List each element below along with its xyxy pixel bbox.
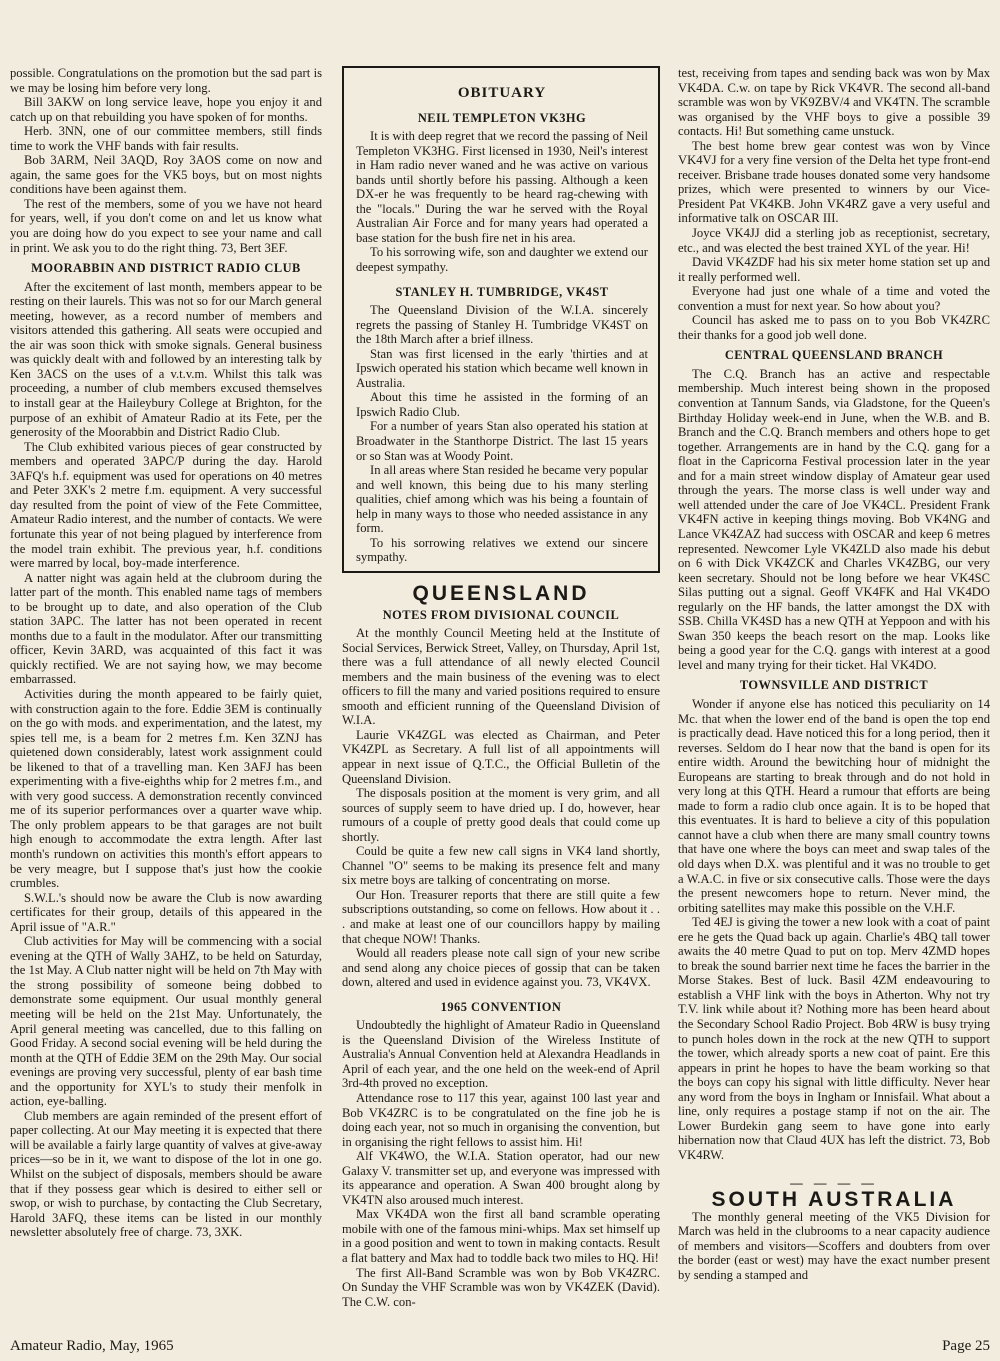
- column-left: [10, 66, 322, 1240]
- paragraph: Council has asked me to pass on to you Bob VK4ZRC their thanks for a good job well done.: [678, 313, 990, 342]
- paragraph: To his sorrowing wife, son and daughter we extend our deepest sympathy.: [356, 245, 648, 275]
- paragraph: For a number of years Stan also operated his station at Broadwater in the Stanthorpe District. The last 15 years or so Stan was at Woody Point.: [356, 419, 648, 463]
- paragraph: The best home brew gear contest was won by Vince VK4VJ for a very fine version of the Delta het type front-end receiver. Brisbane trade houses donated some very handsome prizes, which were presented to winners by our Vice-President Pat VK4KB. John VK4RZ gave a very useful and informative talk on OSCAR III.: [678, 138, 990, 226]
- publication-info: Amateur Radio, May, 1965: [10, 1338, 174, 1354]
- club-notes-continued: [10, 66, 322, 255]
- paragraph: In all areas where Stan resided he became very popular and well known, this being due to his many sterling qualities, chief among which was his being a fountain of help in many ways to those who needed assistance in any form.: [356, 463, 648, 536]
- notes-heading: NOTES FROM DIVISIONAL COUNCIL: [382, 607, 620, 622]
- paragraph: Herb. 3NN, one of our committee members, still finds time to work the VHF bands with fair results.: [10, 124, 322, 153]
- paragraph: Wonder if anyone else has noticed this peculiarity on 14 Mc. that when the lower end of the band is open the top end is practically dead. Have noticed this for a long period, then it reverses. Seldom do I hear now that the band is open for its entire width. Around the bewitching hour of midnight the Europeans are starting to break through and do not hold in very long at this QTH. Heard a rumour that efforts are being made to form a radio club once again. It is to be hoped that this eventuates. It is hard to believe a city of this population cannot have a club when there are many small country towns that have one where the boys can meet and swap tales of the old days when D.X. was plentiful and it was no trouble to get a W.A.C. in five or six consecutive calls. Those were the days the present newcomers hope to return. Never mind, the orbiting satellites may make this possible on the V.H.F.: [678, 696, 990, 915]
- paragraph: possible. Congratulations on the promotion but the sad part is we may be losing him before very long.: [10, 66, 322, 95]
- queensland-title: QUEENSLAND: [412, 581, 590, 605]
- moorabbin-article: [10, 280, 322, 1240]
- south-australia-title: SOUTH AUSTRALIA: [711, 1188, 957, 1212]
- paragraph: Activities during the month appeared to be fairly quiet, with construction again to the fore. Eddie 3EM is continually on the go with mods. and experimentation, and the latest, my spies tell me, is a beam for 2 metres f.m. Ken 3ZNJ has quietened down considerably, latest work assignment could be likened to that of a travelling man. Ken 3AFJ has been experimenting with a five-eighths whip for 2 metres f.m., and with very good success. A demonstration recently convinced me of its superior performances over a quarter wave whip. The only problem appears to be that garages are not built high enough to accommodate the extra length. After last month's rundown on activities this month's effort appears to be very meagre, but I suppose that's just how the cookie crumbles.: [10, 686, 322, 891]
- paragraph: Would all readers please note call sign of your new scribe and send along any choice pieces of gossip that can be taken down, altered and used in evidence against you. 73, VK4VX.: [342, 946, 660, 990]
- paragraph: Could be quite a few new call signs in VK4 land shortly, Channel "O" seems to be making its presence felt and many six metre boys are talking of concentrating on morse.: [342, 844, 660, 888]
- convention-heading: 1965 CONVENTION: [440, 999, 562, 1014]
- paragraph: Stan was first licensed in the early 'thirties and at Ipswich operated his station which became well known in Australia.: [356, 346, 648, 390]
- paragraph: The monthly general meeting of the VK5 Division for March was held in the clubrooms to a near capacity audience of members and visitors—Scoffers and doubters from over the border (east or west) may have the exact number present by sending a stamped and: [678, 1209, 990, 1282]
- paragraph: It is with deep regret that we record the passing of Neil Templeton VK3HG. First licensed in 1930, Neil's interest in Ham radio never waned and he was active on various bands until shortly before his passing. Although a keen DX-er he was frequently to be heard rag-chewing with the "locals." During the war he served with the Royal Australian Air Force and for many years had operated a base station for the bush fire net in his area.: [356, 129, 648, 245]
- paragraph: The first All-Band Scramble was won by Bob VK4ZRC. On Sunday the VHF Scramble was won by VK4ZEK (David). The C.W. con-: [342, 1265, 660, 1309]
- column-middle: [342, 66, 660, 1309]
- paragraph: Everyone had just one whale of a time and voted the convention a must for next year. So how about you?: [678, 284, 990, 313]
- paragraph: After the excitement of last month, members appear to be resting on their laurels. This was not so for our March general meeting, however, as a record number of members and visitors attended this gathering. All seats were occupied and the air was soon thick with smoke signals. General business was quickly dealt with and followed by an interesting talk by Ken 3ACS on the uses of a v.t.v.m. Whilst this talk was proceeding, a number of club members excused themselves to install gear at the Haileybury College at Brighton, for the purpose of an exhibit of Amateur Radio at its Fete, per the generosity of the Moorabbin and District Radio Club.: [10, 279, 322, 440]
- paragraph: The disposals position at the moment is very grim, and all sources of supply seem to have dried up. I do, however, hear rumours of a couple of pretty good deals that could come up shortly.: [342, 786, 660, 844]
- paragraph: Max VK4DA won the first all band scramble operating mobile with one of the famous mini-whips. Max set himself up in a good position and went to town in making contacts. Result a flat battery and Max had to toddle back two miles to HQ. Hi!: [342, 1207, 660, 1266]
- paragraph: Undoubtedly the highlight of Amateur Radio in Queensland is the Queensland Division of the Wireless Institute of Australia's Annual Convention held at Alexandra Headlands in April of each year, and the one held on the week-end of April 3rd-4th proved no exception.: [342, 1018, 660, 1091]
- paragraph: A natter night was again held at the clubroom during the latter part of the month. This enabled name tags of members to be brought up to date, and also operation of the Club station 3APC. The latter has not been operated in recent months due to a fault in the modulator. After our transmitting officer, Kevin 3ARD, was acquainted of this fact it was quickly rectified. We are not saying how, we may become embarrassed.: [10, 570, 322, 687]
- paragraph: At the monthly Council Meeting held at the Institute of Social Services, Berwick Street, Valley, on Thursday, April 1st, there was a full attendance of all newly elected Council members and the main business of the evening was to elect officers to fill the many and varied positions required to ensure smooth and efficient running of the Queensland Division of W.I.A.: [342, 626, 660, 728]
- paragraph: To his sorrowing relatives we extend our sincere sympathy.: [356, 535, 648, 565]
- stanley-heading: STANLEY H. TUMBRIDGE, VK4ST: [395, 284, 609, 299]
- paragraph: The Queensland Division of the W.I.A. sincerely regrets the passing of Stanley H. Tumbridge VK4ST on the 18th March after a brief illness.: [356, 303, 648, 347]
- paragraph: About this time he assisted in the forming of an Ipswich Radio Club.: [356, 390, 648, 419]
- paragraph: The rest of the members, some of you we have not heard for years, well, if you don't come on and let us know what you are doing how do you expect to see your name and call in print. We ask you to do the right thing. 73, Bert 3EF.: [10, 196, 322, 255]
- townsville-heading: TOWNSVILLE AND DISTRICT: [739, 678, 929, 693]
- central-queensland-heading: CENTRAL QUEENSLAND BRANCH: [724, 348, 944, 363]
- paragraph: The Club exhibited various pieces of gear constructed by members and operated 3APC/P during the day. Harold 3AFQ's h.f. equipment was used for operations on 40 metres and Peter 3XK's 2 metre f.m. equipment. A very successful day resulted from the point of view of the Fete Committee, Amateur Radio interest, and the number of contacts. We were fortunate this year of not being plagued by interference from the model train exhibit. The previous year, h.f. conditions were marred by local, boy-made interference.: [10, 439, 322, 571]
- obituary-box: [342, 66, 660, 573]
- obituary-title: OBITUARY: [457, 85, 547, 101]
- paragraph: Attendance rose to 117 this year, against 100 last year and Bob VK4ZRC is to be congratulated on the fine job he is doing each year, not so much in organising the convention, but in organising the right fellows to assist him. Hi!: [342, 1091, 660, 1149]
- paragraph: The C.Q. Branch has an active and respectable membership. Much interest being shown in the proposed convention at Tannum Sands, via Gladstone, for the Queen's Birthday Holiday week-end in June, when the W.B. and B. Branch and the C.Q. Branch members and others hope to get together. Arrangements are in hand by the C.Q. gang for a float in the Capricorna Festival procession later in the year and for a main street window display of Amateur gear used through the years. The morse class is well under way and well attended under the care of Joe VK4CL. President Frank VK4FN active in keeping things moving. Bob VK4NG and Lance VK4ZAZ had success with OSCAR and keep 6 metres represented. Newcomer Lyle VK4ZLD also made his debut on 6 with Dick VK4ZCK and Charles VK4ZBG, our very keen secretary. Should not be long before we hear VK4SC Silas putting out a signal. Geoff VK4FK and Hal VK4DO regularly on the HF bands, the latter amongst the DX with SSB. Chilla VK4SD has a new QTH at Yeppoon and with his Swan 350 keeps the beach resort on the map. Looks like being a good year for the C.Q. gangs with interest at a good level and many trying for their ticket. Hal VK4DO.: [678, 366, 990, 672]
- paragraph: Laurie VK4ZGL was elected as Chairman, and Peter VK4ZPL as Secretary. A full list of all appointments will appear in next issue of Q.T.C., the Official Bulletin of the Queensland Division.: [342, 727, 660, 786]
- neil-heading: NEIL TEMPLETON VK3HG: [417, 110, 587, 125]
- paragraph: Bob 3ARM, Neil 3AQD, Roy 3AOS come on now and again, the same goes for the VK5 boys, but on most nights conditions have been against them.: [10, 153, 322, 197]
- paragraph: David VK4ZDF had his six meter home station set up and it really performed well.: [678, 255, 990, 284]
- paragraph: Our Hon. Treasurer reports that there are still quite a few subscriptions outstanding, so come on fellows. How about it . . . and make at least one of our councillors happy by mailing that cheque NOW! Thanks.: [342, 887, 660, 946]
- paragraph: Ted 4EJ is giving the tower a new look with a coat of paint ere he gets the Quad back up again. Charlie's 4BQ tall tower awaits the 40 metre Quad to put on top. Merv 4ZMD hopes to break the sound barrier next time he faces the barrier in the Morse Stakes. Best of luck. Basil 4ZM endeavouring to establish a VHF link with the boys in Atherton. Why not try T.V. link while about it? Nothing more has been heard about the Secondary School Radio Project. Bob 4RW is busy trying to punch holes down in the rock at the new QTH to support the tower, which already sports a new coat of paint. Ere this appears in print he hopes to have the beam working so that the boys can copy his signal with little difficulty. Never hear any word from the boys in Ingham or Innisfail. What about a line, only requires a postage stamp if not on the air. The Lower Burdekin gang seem to have gone into early hibernation now that Claud 4UX has left the district. 73, Bob VK4RW.: [678, 915, 990, 1162]
- section-divider: — — — —: [790, 1176, 878, 1191]
- paragraph: Club members are again reminded of the present effort of paper collecting. At our May meeting it is expected that there will be available a fairly large quantity of valves at give-away prices—so be in it, we want to dispose of the lot in one go. Whilst on the subject of disposals, members should be aware that if they possess gear which is desired to either sell or swop, or wish to purchase, by contacting the Club Secretary, Harold 3AFQ, these items can be listed in our monthly newsletter absolutely free of charge. 73, 3XK.: [10, 1108, 322, 1240]
- column-right: [678, 66, 990, 1282]
- paragraph: test, receiving from tapes and sending back was won by Max VK4DA. C.w. on tape by Rick VK4VR. The second all-band scramble was won by VK9ZBV/4 and VK4TN. The scramble was organised by the VHF boys to give a possible 39 contacts. Hi! But something came unstuck.: [678, 66, 990, 139]
- page-number: Page 25: [942, 1338, 990, 1354]
- paragraph: Joyce VK4JJ did a sterling job as receptionist, secretary, etc., and was elected the best trained XYL of the year. Hi!: [678, 226, 990, 255]
- paragraph: Alf VK4WO, the W.I.A. Station operator, had our new Galaxy V. transmitter set up, and everyone was impressed with its appearance and operation. A Swan 400 brought along by VK4TN also aroused much interest.: [342, 1149, 660, 1207]
- moorabbin-heading: MOORABBIN AND DISTRICT RADIO CLUB: [31, 261, 301, 276]
- paragraph: Club activities for May will be commencing with a social evening at the QTH of Wally 3AHZ, to be held on Saturday, the 1st May. A Club natter night will be held on 7th May with the strong possibility of someone being dobbed to demonstrate some equipment. Our usual monthly general meeting will be held on the 21st May. Unfortunately, the April general meeting was cancelled, due to this falling on Good Friday. A second social evening will be held during the month at the QTH of Eddie 3EM on the 29th May. Our social evenings are proving very successful, plenty of ear bash time and the opportunity for XYL's to study their menfolk in action, eye-balling.: [10, 934, 322, 1109]
- paragraph: S.W.L.'s should now be aware the Club is now awarding certificates for their group, details of this appeared in the April issue of "A.R.": [10, 890, 322, 934]
- paragraph: Bill 3AKW on long service leave, hope you enjoy it and catch up on that rebuilding you have spoken of for months.: [10, 95, 322, 124]
